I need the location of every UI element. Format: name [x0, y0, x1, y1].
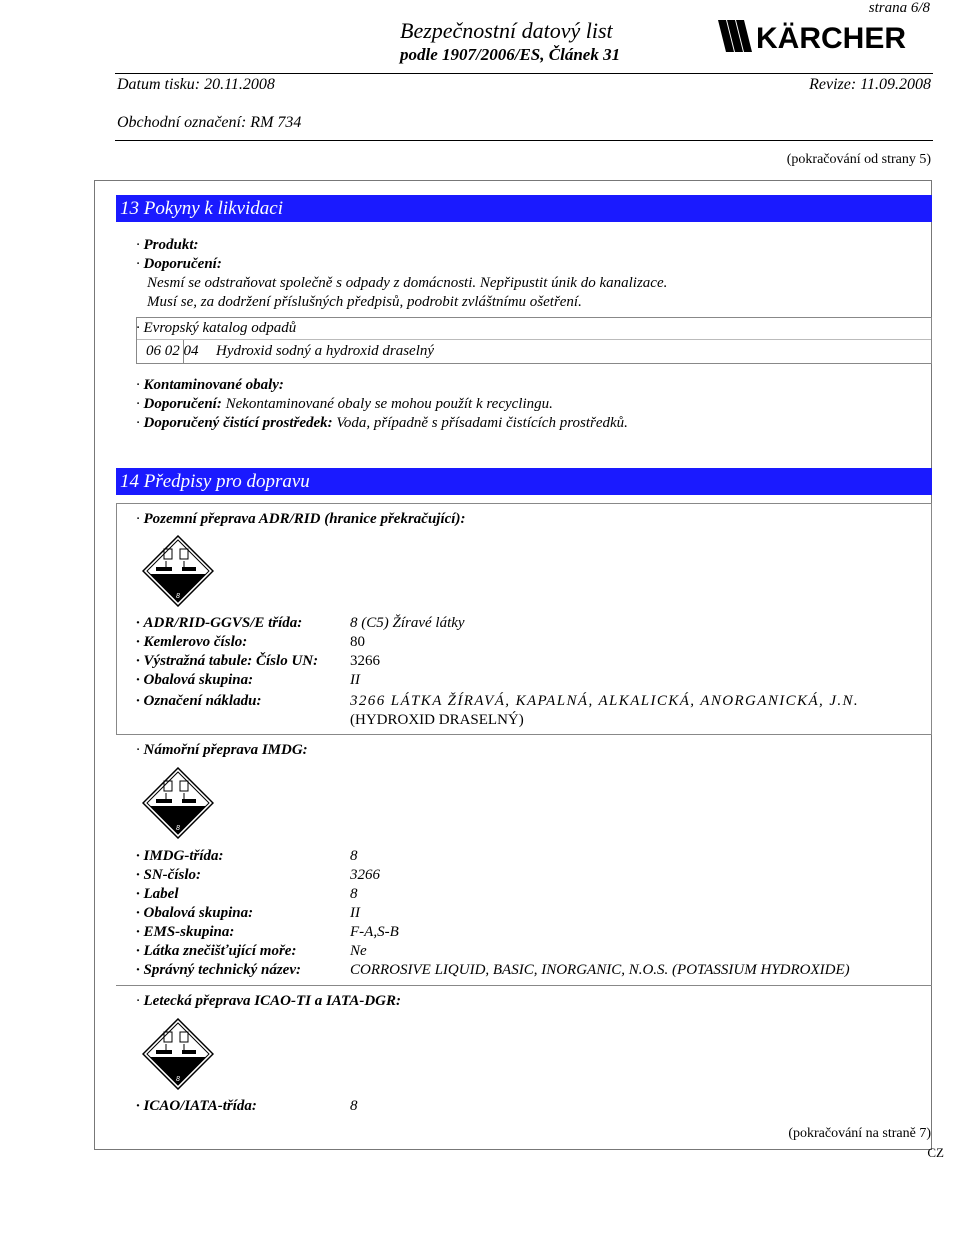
un-number-value: 3266	[350, 653, 380, 669]
icao-class-key: · ICAO/IATA-třída:	[136, 1098, 257, 1115]
packaging-recommendation: · Doporučení: Nekontaminované obaly se mohou použít k recyclingu.	[136, 395, 553, 413]
section-14-title: 14 Předpisy pro dopravu	[116, 468, 932, 495]
product-label: · Produkt:	[136, 236, 199, 254]
waste-catalog-description: Hydroxid sodný a hydroxid draselný	[216, 343, 435, 359]
marine-pollutant-value: Ne	[350, 943, 367, 959]
ems-group-value: F-A,S-B	[350, 924, 399, 940]
print-date: Datum tisku: 20.11.2008	[117, 76, 275, 93]
document-title: Bezpečnostní datový list	[400, 18, 613, 43]
hazard-class-number: 8	[176, 825, 180, 832]
adr-class-value: 8 (C5) Žíravé látky	[350, 615, 465, 631]
document-subtitle: podle 1907/2006/ES, Článek 31	[400, 45, 621, 64]
kemler-value: 80	[350, 634, 365, 650]
shipping-name-value: CORROSIVE LIQUID, BASIC, INORGANIC, N.O.S. (POTASSIUM HYDROXIDE)	[350, 962, 850, 978]
cargo-designation-extra: (HYDROXID DRASELNÝ)	[350, 712, 524, 728]
page-number: strana 6/8	[868, 0, 930, 16]
trade-name: Obchodní označení: RM 734	[117, 114, 302, 131]
label-value: 8	[350, 886, 358, 902]
ems-group-key: · EMS-skupina:	[136, 924, 234, 941]
karcher-logo	[716, 16, 916, 56]
corrosive-hazard-icon	[142, 1018, 214, 1090]
cleaning-agent: · Doporučený čistící prostředek: Voda, případně s přísadami čistících prostředků.	[136, 414, 628, 432]
sea-transport-title: · Námořní přeprava IMDG:	[136, 741, 308, 759]
sn-number-key: · SN-číslo:	[136, 867, 201, 884]
hazard-class-number: 8	[176, 1076, 180, 1083]
continued-from: (pokračování od strany 5)	[786, 152, 931, 167]
disposal-line-1: Nesmí se odstraňovat společně s odpady z domácnosti. Nepřipustit únik do kanalizace.	[147, 275, 668, 291]
section-13-title: 13 Pokyny k likvidaci	[116, 195, 932, 222]
cargo-designation-value: 3266 LÁTKA ŽÍRAVÁ, KAPALNÁ, ALKALICKÁ, ANORGANICKÁ, J.N.	[350, 693, 860, 709]
packing-group-key: · Obalová skupina:	[136, 672, 253, 689]
label-key: · Label	[136, 886, 179, 903]
brand-name: KÄRCHER	[756, 22, 907, 55]
corrosive-hazard-icon	[142, 767, 214, 839]
adr-class-key: · ADR/RID-GGVS/E třída:	[136, 615, 302, 632]
header-divider	[115, 73, 933, 74]
waste-catalog-title: · Evropský katalog odpadů	[136, 319, 296, 337]
hazard-class-number: 8	[176, 593, 180, 600]
shipping-name-key: · Správný technický název:	[136, 962, 301, 979]
disposal-line-2: Musí se, za dodržení příslušných předpisů, podrobit zvláštnímu ošetření.	[147, 294, 582, 310]
sea-packing-group-key: · Obalová skupina:	[136, 905, 253, 922]
imdg-class-key: · IMDG-třída:	[136, 848, 224, 865]
imdg-class-value: 8	[350, 848, 358, 864]
air-transport-title: · Letecká přeprava ICAO-TI a IATA-DGR:	[136, 992, 401, 1010]
recommendation-label: · Doporučení:	[136, 255, 222, 273]
revision-date: Revize: 11.09.2008	[809, 76, 931, 93]
contaminated-packaging-label: · Kontaminované obaly:	[136, 376, 284, 394]
header-divider-2	[115, 140, 933, 141]
marine-pollutant-key: · Látka znečišťující moře:	[136, 943, 296, 960]
corrosive-hazard-icon	[142, 535, 214, 607]
sea-packing-group-value: II	[350, 905, 360, 921]
sn-number-value: 3266	[350, 867, 380, 883]
land-transport-title: · Pozemní přeprava ADR/RID (hranice překračující):	[136, 510, 465, 528]
kemler-key: · Kemlerovo číslo:	[136, 634, 247, 651]
language-code: CZ	[927, 1145, 944, 1160]
continued-to: (pokračování na straně 7)	[788, 1126, 931, 1141]
icao-class-value: 8	[350, 1098, 358, 1114]
un-number-key: · Výstražná tabule: Číslo UN:	[136, 653, 318, 670]
waste-catalog-code: 06 02 04	[146, 343, 199, 359]
packing-group-value: II	[350, 672, 360, 688]
cargo-designation-key: · Označení nákladu:	[136, 693, 261, 710]
